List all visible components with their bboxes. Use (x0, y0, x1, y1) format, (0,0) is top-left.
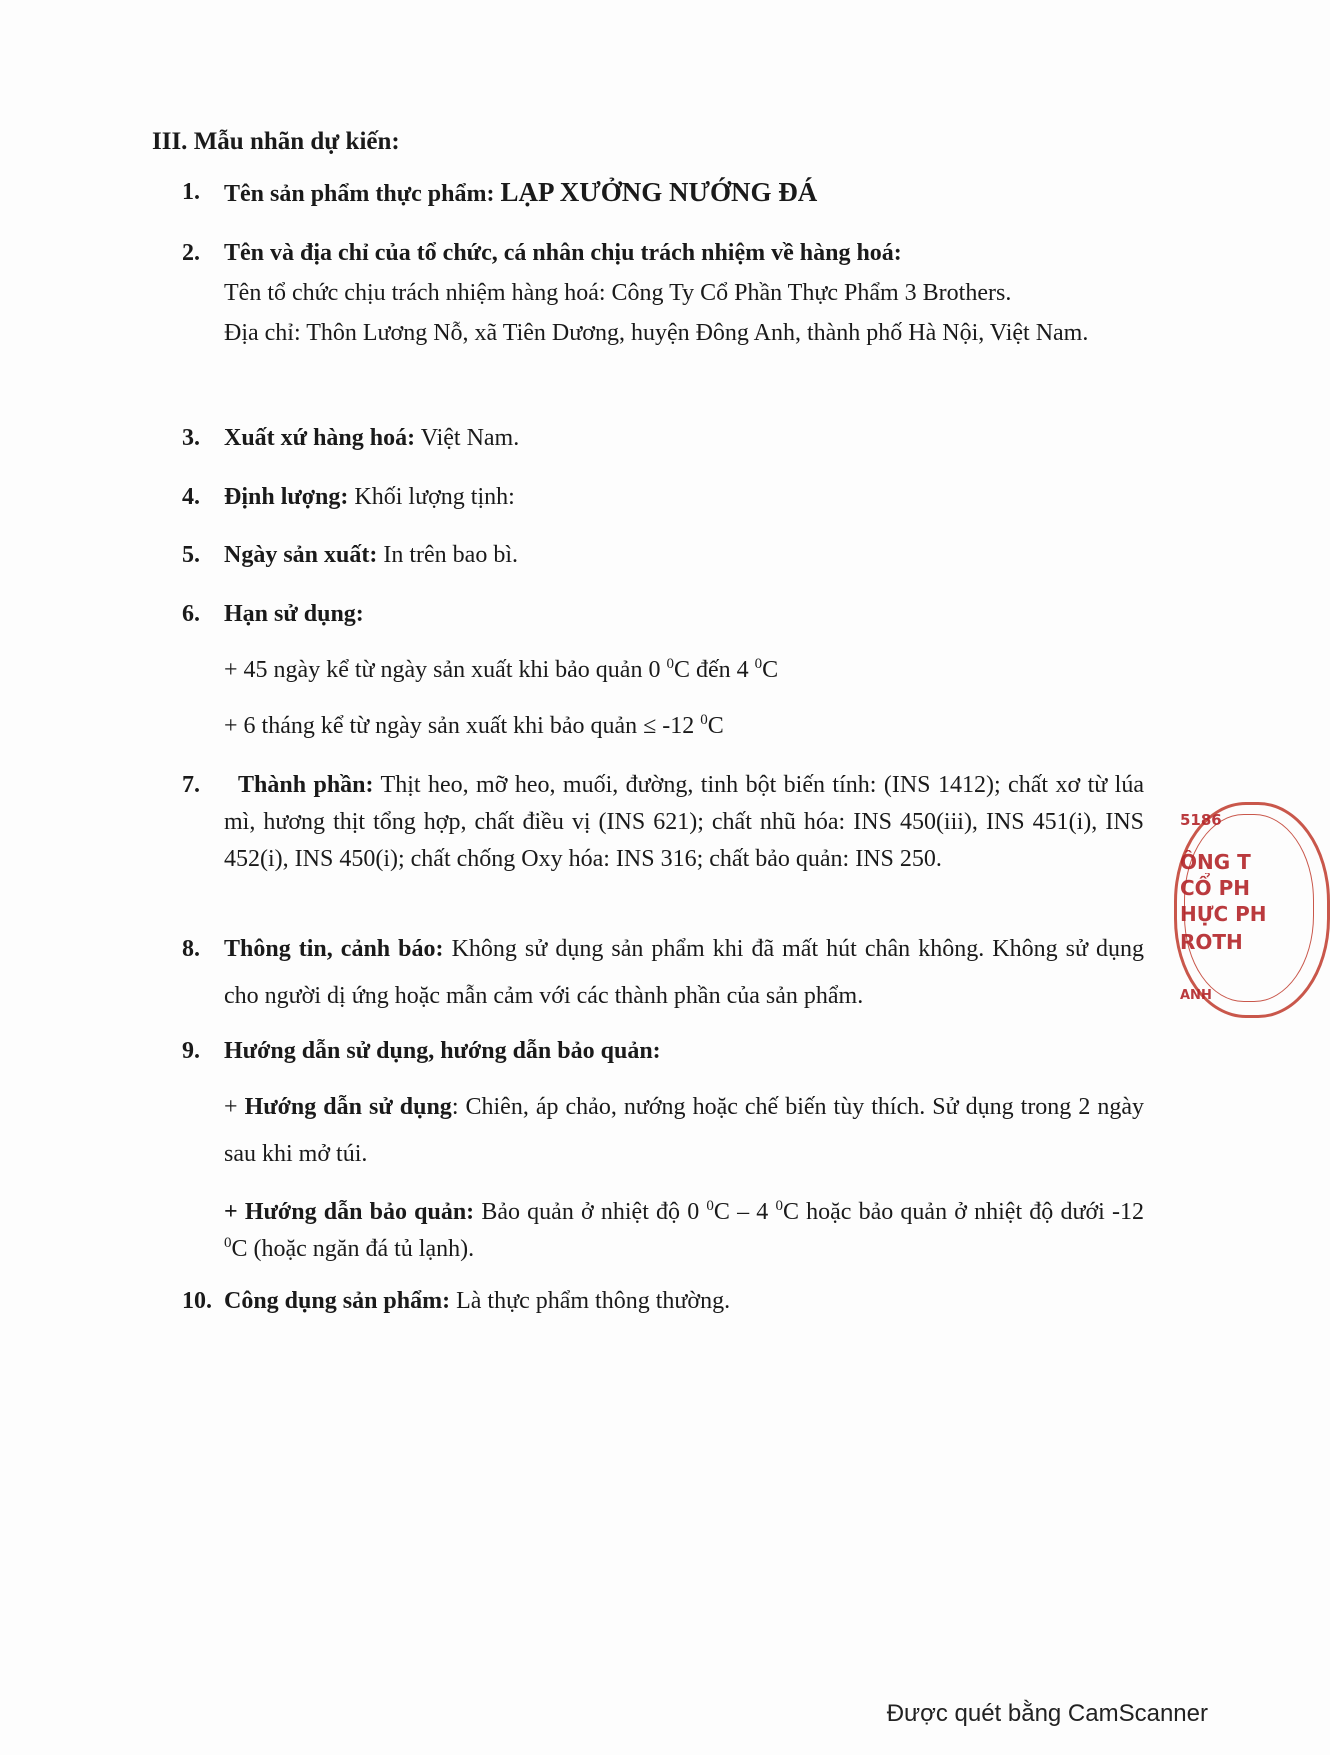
item-production-date: 5. Ngày sản xuất: In trên bao bì. (182, 542, 518, 568)
item-quantity: 4. Định lượng: Khối lượng tịnh: (182, 484, 515, 510)
item-ingredients: 7. Thành phần: Thịt heo, mỡ heo, muối, đường, tinh bột biến tính: (INS 1412); chất xơ từ lúa mì, hương thịt tổng hợp, chất điều vị (INS 621); chất nhũ hóa: INS 450(iii), INS 451(i), INS 452(i), INS 450(i); chất chống Oxy hóa: INS 316; chất bảo quản: INS 250. (182, 772, 1144, 872)
company-stamp: 5186 ÔNG T CỔ PH HỰC PH ROTH ANH (1170, 798, 1240, 1024)
section-heading: III. Mẫu nhãn dự kiến: (152, 128, 400, 155)
scanner-watermark: Được quét bằng CamScanner (886, 1700, 1208, 1727)
storage-instructions: + Hướng dẫn bảo quản: Bảo quản ở nhiệt độ 0 $^0$C – 4 $^0$C hoặc bảo quản ở nhiệt độ dưới -12 $^0$C (hoặc ngăn đá tủ lạnh). (224, 1198, 1144, 1262)
usage-instructions: + Hướng dẫn sử dụng: Chiên, áp chảo, nướng hoặc chế biến tùy thích. Sử dụng trong 2 ngày sau khi mở túi. (224, 1094, 1144, 1167)
shelf-life-frozen: + 6 tháng kể từ ngày sản xuất khi bảo quản ≤ -12 $^0$C (224, 712, 724, 739)
item-product-name: 1. Tên sản phẩm thực phẩm: LẠP XƯỞNG NƯỚNG ĐÁ (182, 177, 818, 207)
item-responsible-party: 2. Tên và địa chỉ của tổ chức, cá nhân chịu trách nhiệm về hàng hoá: Tên tổ chức chịu trách nhiệm hàng hoá: Công Ty Cổ Phần Thực Phẩm 3 Brothers. Địa chỉ: Thôn Lương Nỗ, xã Tiên Dương, huyện Đông Anh, thành phố Hà Nội, Việt Nam. (182, 233, 1142, 353)
item-origin: 3. Xuất xứ hàng hoá: Việt Nam. (182, 425, 520, 451)
company-address: Địa chỉ: Thôn Lương Nỗ, xã Tiên Dương, huyện Đông Anh, thành phố Hà Nội, Việt Nam. (224, 320, 1089, 346)
item-product-use: 10. Công dụng sản phẩm: Là thực phẩm thông thường. (182, 1288, 731, 1314)
company-name: Tên tổ chức chịu trách nhiệm hàng hoá: Công Ty Cổ Phần Thực Phẩm 3 Brothers. (224, 280, 1012, 306)
item-shelf-life: 6. Hạn sử dụng: + 45 ngày kể từ ngày sản xuất khi bảo quản 0 $^0$C đến 4 $^0$C + 6 tháng kể từ ngày sản xuất khi bảo quản ≤ -12 $^0$C (182, 596, 1142, 745)
product-name: LẠP XƯỞNG NƯỚNG ĐÁ (500, 177, 818, 207)
item-warning: 8. Thông tin, cảnh báo: Không sử dụng sản phẩm khi đã mất hút chân không. Không sử dụng cho người dị ứng hoặc mẫn cảm với các thành phần của sản phẩm. (182, 936, 1145, 1009)
shelf-life-chilled: + 45 ngày kể từ ngày sản xuất khi bảo quản 0 $^0$C đến 4 $^0$C (224, 656, 779, 683)
item-instructions: 9. Hướng dẫn sử dụng, hướng dẫn bảo quản: + Hướng dẫn sử dụng: Chiên, áp chảo, nướng hoặc chế biến tùy thích. Sử dụng trong 2 ngày sau khi mở túi. + Hướng dẫn bảo quản: Bảo quản ở nhiệt độ 0 $^0$C – 4 $^0$C hoặc bảo quản ở nhiệt độ dưới -12 $^0$C (hoặc ngăn đá tủ lạnh). (182, 1033, 1142, 1268)
